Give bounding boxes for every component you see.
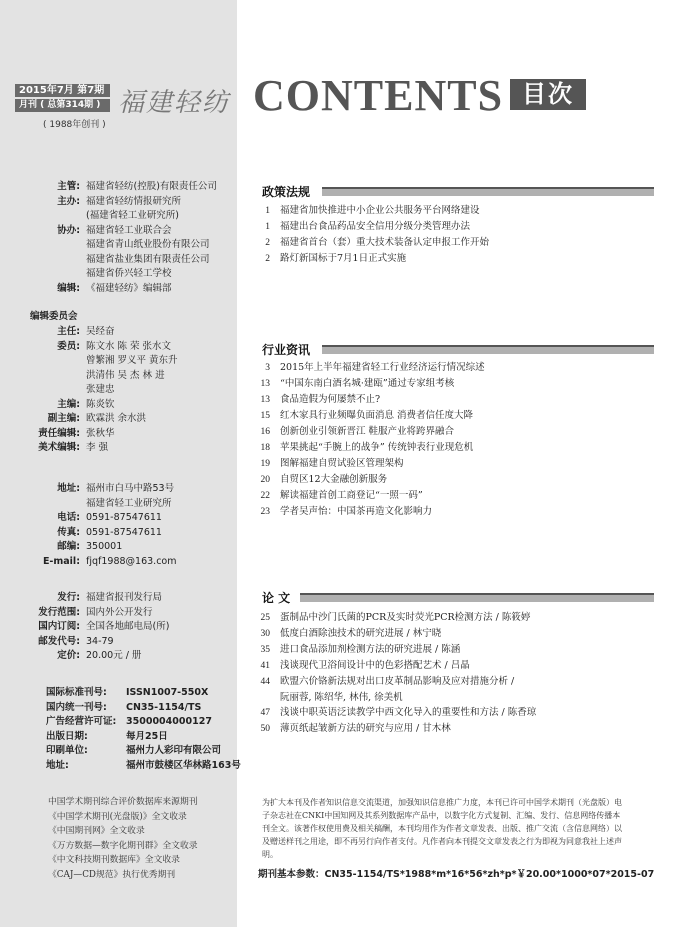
info-value: 福州市白马中路53号: [86, 483, 175, 494]
info-label: E-mail:: [42, 555, 80, 567]
info-value: 张建忠: [86, 384, 115, 395]
toc-page-number: 23: [260, 507, 270, 517]
info-label: 发行:: [57, 592, 80, 603]
info-value: 福建省轻工业研究所: [86, 497, 172, 509]
toc-page-number: 47: [260, 708, 270, 718]
toc-page-number: 1: [265, 222, 270, 232]
info-label: 广告经营许可证:: [46, 716, 117, 727]
info-label: 委员:: [57, 340, 80, 352]
toc-entry[interactable]: [252, 440, 485, 456]
info-value: 曾繁湘 罗义平 黄东升: [86, 355, 178, 366]
info-row: [30, 354, 178, 369]
indexing-list: [48, 795, 198, 882]
toc-page-number: 18: [260, 443, 270, 453]
indexing-item: 《CAJ—CD规范》执行优秀期刊: [48, 869, 176, 880]
info-row: [30, 195, 217, 210]
toc-entry[interactable]: [252, 705, 536, 721]
info-value: 欧霖洪 余水洪: [86, 413, 147, 424]
info-value: ISSN1007-550X: [126, 687, 209, 698]
toc-page-number: 3: [265, 363, 270, 373]
toc-title: 福建省首台（套）重大技术装备认定申报工作开始: [280, 237, 490, 248]
info-value: 20.00元 / 册: [86, 650, 142, 661]
info-row: [30, 369, 178, 384]
toc-page-number: 13: [260, 379, 270, 389]
info-row: [30, 441, 178, 456]
toc-papers: [252, 610, 536, 737]
toc-title: 阮丽蓉, 陈绍华, 林伟, 徐美机: [280, 692, 403, 703]
info-row: [46, 730, 241, 745]
toc-entry[interactable]: [252, 219, 489, 235]
info-row: [30, 180, 217, 195]
info-row: [30, 209, 217, 224]
info-value: CN35-1154/TS: [126, 701, 202, 713]
info-label: 地址:: [57, 483, 80, 494]
info-value: 陈炎钦: [86, 398, 115, 410]
section-rule: [322, 345, 654, 354]
toc-entry[interactable]: [252, 658, 536, 674]
toc-page-number: 25: [260, 613, 270, 623]
toc-entry[interactable]: [252, 721, 536, 737]
info-row: [30, 282, 217, 297]
publication-block: [46, 686, 241, 773]
info-row: [30, 591, 169, 606]
info-label: 国际标准刊号:: [46, 687, 107, 698]
info-value: 福州市鼓楼区华林路163号: [126, 759, 241, 771]
info-label: 邮发代号:: [38, 635, 80, 647]
info-row: [30, 253, 217, 268]
toc-page-number: 50: [260, 724, 270, 734]
info-row: [30, 383, 178, 398]
toc-entry[interactable]: [252, 472, 485, 488]
info-row: [30, 238, 217, 253]
section-title-policy: 政策法规: [262, 185, 311, 199]
toc-page-number: 30: [260, 629, 270, 639]
info-label: 发行范围:: [38, 606, 80, 618]
toc-entry[interactable]: [252, 456, 485, 472]
info-row: [30, 511, 176, 526]
indexing-item: 《中国期刊网》全文收录: [48, 826, 145, 836]
info-label: 国内订阅:: [38, 621, 80, 632]
info-label: 主任:: [57, 326, 80, 337]
info-value: 国内外公开发行: [86, 606, 153, 618]
info-row: [30, 267, 217, 282]
info-value: 洪清伟 吴 杰 林 进: [86, 369, 165, 381]
toc-page-number: 13: [260, 395, 270, 405]
toc-policy: [252, 203, 489, 267]
issue-date: 2015年7月 第7期: [15, 84, 110, 97]
section-rule: [300, 593, 654, 602]
info-value: 34-79: [86, 635, 114, 647]
info-label: 出版日期:: [46, 730, 88, 742]
info-label: 主编:: [57, 398, 80, 410]
issue-number: 月刊 ( 总第314期 ): [15, 99, 110, 112]
toc-page-number: 1: [265, 206, 270, 216]
info-label: 主管:: [57, 181, 80, 192]
info-row: [30, 649, 169, 664]
toc-entry[interactable]: [252, 690, 536, 705]
info-row: [30, 398, 178, 413]
toc-entry[interactable]: [252, 488, 485, 504]
info-row: [30, 620, 169, 635]
toc-entry[interactable]: [252, 203, 489, 219]
toc-page-number: 44: [260, 677, 270, 687]
journal-params: 期刊基本参数：CN35-1154/TS*1988*m*16*56*zh*p*￥20.00*1000*07*2015-07: [258, 869, 655, 880]
toc-entry[interactable]: [252, 424, 485, 440]
info-value: 0591-87547611: [86, 526, 162, 538]
info-row: [30, 412, 178, 427]
toc-entry[interactable]: [252, 610, 536, 626]
info-value: 福建省轻纺(控股)有限责任公司: [86, 181, 217, 192]
info-label: 副主编:: [47, 413, 80, 424]
info-label: 协办:: [57, 224, 80, 236]
toc-title: 解读福建首创工商登记“一照一码”: [280, 490, 423, 501]
info-row: [30, 606, 169, 621]
toc-title: 福建省加快推进中小企业公共服务平台网络建设: [280, 205, 480, 216]
journal-logo: 福建轻纺: [118, 88, 231, 118]
info-row: [46, 759, 241, 774]
toc-entry[interactable]: [252, 235, 489, 251]
toc-page-number: 16: [260, 427, 270, 437]
toc-title: 图解福建自贸试验区管理架构: [280, 458, 404, 469]
distribution-block: [30, 591, 169, 664]
indexing-item: 《万方数据—数字化期刊群》全文收录: [48, 840, 198, 851]
toc-industry: [252, 360, 485, 520]
contact-block: [30, 482, 176, 569]
left-panel: [0, 0, 237, 927]
committee-block: [30, 325, 178, 456]
toc-title: 红木家具行业频曝负面消息 消费者信任度大降: [280, 410, 474, 421]
info-label: 责任编辑:: [38, 427, 80, 439]
info-row: [30, 497, 176, 512]
info-value: 0591-87547611: [86, 512, 162, 523]
toc-title: 低度白酒除浊技术的研究进展 / 林宁晓: [280, 628, 442, 639]
toc-entry[interactable]: [252, 642, 536, 658]
info-value: 《福建轻纺》编辑部: [86, 282, 172, 294]
toc-title: 欧盟六价铬新法规对出口皮革制品影响及应对措施分析 /: [280, 676, 515, 687]
info-label: 编辑:: [57, 282, 80, 294]
toc-entry[interactable]: [252, 251, 489, 267]
info-label: 电话:: [57, 512, 80, 523]
info-value: 福建省盐业集团有限责任公司: [86, 253, 210, 265]
toc-page-number: 22: [260, 491, 270, 501]
info-value: 吴经奋: [86, 326, 115, 337]
toc-title: “中国东南白酒名城·建瓯”通过专家组考核: [280, 378, 455, 389]
toc-entry[interactable]: [252, 504, 485, 520]
toc-page-number: 15: [260, 411, 270, 421]
toc-entry[interactable]: [252, 376, 485, 392]
toc-title: 食品造假为何屡禁不止?: [280, 394, 381, 405]
info-value: 福建省轻纺情报研究所: [86, 195, 182, 207]
info-label: 地址:: [46, 759, 69, 771]
info-label: 传真:: [57, 526, 80, 538]
section-rule: [322, 187, 654, 196]
toc-title: 2015年上半年福建省轻工行业经济运行情况综述: [280, 362, 485, 373]
info-value: fjqf1988@163.com: [86, 555, 177, 567]
info-row: [30, 540, 176, 555]
indexing-item: 《中国学术期刊(光盘版)》全文收录: [48, 811, 187, 822]
info-row: [46, 744, 241, 759]
toc-page-number: 41: [260, 661, 270, 671]
section-title-papers: 论 文: [262, 591, 291, 605]
info-value: 李 强: [86, 442, 109, 453]
info-value: 350001: [86, 541, 123, 552]
toc-entry[interactable]: [252, 626, 536, 642]
founded-year: ( 1988年创刊 ): [43, 120, 106, 130]
info-row: [30, 635, 169, 650]
toc-title: 进口食品添加剂检测方法的研究进展 / 陈涵: [280, 644, 461, 655]
toc-title: 苹果挑起“手腕上的战争” 传统钟表行业现危机: [280, 442, 474, 453]
info-row: [46, 701, 241, 716]
info-row: [30, 340, 178, 355]
info-row: [30, 526, 176, 541]
toc-title: 薄页纸起皱新方法的研究与应用 / 甘木林: [280, 723, 451, 734]
toc-page-number: 2: [265, 238, 270, 248]
info-value: 福建省青山纸业股份有限公司: [86, 239, 210, 250]
toc-entry[interactable]: [252, 360, 485, 376]
toc-page-number: 20: [260, 475, 270, 485]
info-value: 每月25日: [126, 730, 168, 742]
toc-page-number: 2: [265, 254, 270, 264]
info-value: 福建省轻工业联合会: [86, 224, 172, 236]
info-value: 福建省侨兴轻工学校: [86, 268, 172, 279]
section-title-industry: 行业资讯: [262, 343, 311, 357]
info-row: [46, 715, 241, 730]
info-row: [30, 325, 178, 340]
toc-title: 浅谈中职英语泛读教学中西文化导入的重要性和方法 / 陈香琼: [280, 707, 537, 718]
info-label: 美术编辑:: [38, 442, 80, 453]
toc-title: 蛋制品中沙门氏菌的PCR及实时荧光PCR检测方法 / 陈筱婷: [280, 612, 531, 623]
copyright-notice: 为扩大本刊及作者知识信息交流渠道，加强知识信息推广力度，本刊已许可中国学术期刊（光盘版）电子杂志社在CNKI中国知网及其系列数据库产品中，以数字化方式复制、汇编、发行、信息网络传播本刊全文。该著作权使用费及相关稿酬，本刊均用作为作者文章发表、出版、推广交流（含信息网络）以及赠送样刊之用途，即不再另行向作者支付。凡作者向本刊提交文章发表之行为即视为同意我社上述声明。: [262, 798, 622, 859]
info-value: (福建省轻工业研究所): [86, 210, 179, 221]
toc-title: 福建出台食品药品安全信用分级分类管理办法: [280, 221, 471, 232]
toc-title: 浅谈现代卫浴间设计中的色彩搭配艺术 / 吕晶: [280, 660, 470, 671]
contents-cn-label: 目次: [510, 79, 586, 110]
toc-title: 学者吴声怡：中国茶再造文化影响力: [280, 506, 433, 517]
info-label: 国内统一刊号:: [46, 701, 107, 713]
toc-page-number: 35: [260, 645, 270, 655]
info-value: 3500004000127: [126, 716, 212, 727]
info-value: 陈文水 陈 荣 张水文: [86, 340, 172, 352]
toc-entry[interactable]: [252, 408, 485, 424]
contents-title: CONTENTS: [253, 71, 504, 120]
toc-title: 路灯新国标于7月1日正式实施: [280, 253, 407, 264]
info-value: 福州力人彩印有限公司: [126, 745, 222, 756]
info-label: 定价:: [57, 650, 80, 661]
info-label: 邮编:: [57, 541, 80, 552]
toc-entry[interactable]: [252, 392, 485, 408]
info-value: 张秋华: [86, 427, 115, 439]
toc-title: 自贸区12大金融创新服务: [280, 474, 388, 485]
committee-title: 编辑委员会: [30, 311, 78, 322]
info-row: [30, 555, 176, 570]
info-label: 印刷单位:: [46, 745, 88, 756]
info-label: 主办:: [57, 195, 80, 207]
info-value: 福建省报刊发行局: [86, 592, 163, 603]
info-value: 全国各地邮电局(所): [86, 621, 170, 632]
masthead-block: [30, 180, 217, 296]
indexing-item: 《中文科技期刊数据库》全文收录: [48, 855, 180, 865]
toc-entry[interactable]: [252, 674, 536, 690]
info-row: [46, 686, 241, 701]
info-row: [30, 482, 176, 497]
info-row: [30, 427, 178, 442]
toc-page-number: 19: [260, 459, 270, 469]
info-row: [30, 224, 217, 239]
indexing-item: 中国学术期刊综合评价数据库来源期刊: [48, 797, 198, 807]
toc-title: 创新创业引领新晋江 鞋服产业将跨界融合: [280, 426, 455, 437]
